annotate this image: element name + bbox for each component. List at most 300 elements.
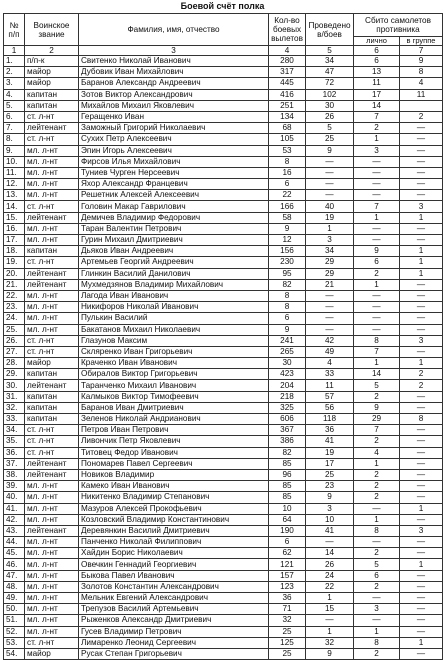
row-downed-personal: 9 [354, 402, 400, 413]
table-row [4, 111, 443, 122]
row-name: Русак Степан Григорьевич [79, 648, 269, 659]
row-downed-personal: 11 [354, 78, 400, 89]
row-downed-group: — [400, 346, 443, 357]
table-row [4, 414, 443, 425]
table-row [4, 223, 443, 234]
table-row [4, 637, 443, 648]
row-battles: 26 [306, 559, 354, 570]
row-battles: 1 [306, 223, 354, 234]
table-row [4, 302, 443, 313]
col-number: 6 [354, 46, 400, 56]
col-number: 7 [400, 46, 443, 56]
row-sorties: 218 [269, 391, 306, 402]
row-name: Быкова Павел Иванович [79, 570, 269, 581]
row-downed-group: — [400, 615, 443, 626]
table-row [4, 525, 443, 536]
row-name: Пулькин Василий [79, 313, 269, 324]
row-downed-personal: — [354, 235, 400, 246]
row-number: 22. [4, 290, 25, 301]
row-downed-group: — [400, 302, 443, 313]
row-sorties: 8 [269, 156, 306, 167]
row-downed-group: — [400, 626, 443, 637]
row-rank: ст. л-нт [25, 425, 79, 436]
row-downed-group: 3 [400, 201, 443, 212]
row-rank: мл. л-нт [25, 503, 79, 514]
table-row [4, 626, 443, 637]
row-sorties: 241 [269, 335, 306, 346]
row-downed-group: 3 [400, 335, 443, 346]
row-sorties: 16 [269, 167, 306, 178]
table-row [4, 458, 443, 469]
row-battles: 32 [306, 637, 354, 648]
row-battles: — [306, 190, 354, 201]
row-name: Заможный Григорий Николаевич [79, 123, 269, 134]
row-downed-personal: 6 [354, 56, 400, 67]
row-sorties: 82 [269, 279, 306, 290]
col-number: 1 [4, 46, 25, 56]
row-downed-group: 11 [400, 89, 443, 100]
row-sorties: 25 [269, 648, 306, 659]
col-number: 2 [25, 46, 79, 56]
row-downed-personal: 2 [354, 548, 400, 559]
row-sorties: 230 [269, 257, 306, 268]
row-name: Козловский Владимир Константинович [79, 514, 269, 525]
row-battles: 19 [306, 212, 354, 223]
row-downed-group: 1 [400, 212, 443, 223]
row-rank: лейтенант [25, 380, 79, 391]
row-downed-group: 2 [400, 111, 443, 122]
row-downed-group: 8 [400, 414, 443, 425]
table-row [4, 335, 443, 346]
table-row [4, 358, 443, 369]
row-battles: 42 [306, 335, 354, 346]
row-downed-group: — [400, 167, 443, 178]
row-battles: 26 [306, 111, 354, 122]
table-row [4, 537, 443, 548]
row-name: Зотов Виктор Александрович [79, 89, 269, 100]
row-name: Деревянкин Василий Дмитриевич [79, 525, 269, 536]
row-battles: 17 [306, 458, 354, 469]
row-downed-group: — [400, 447, 443, 458]
row-number: 42. [4, 514, 25, 525]
row-rank: капитан [25, 414, 79, 425]
row-rank: мл. л-нт [25, 615, 79, 626]
row-sorties: 325 [269, 402, 306, 413]
row-rank: капитан [25, 391, 79, 402]
row-battles: 3 [306, 503, 354, 514]
row-battles: — [306, 537, 354, 548]
row-sorties: 367 [269, 425, 306, 436]
row-rank: мл. л-нт [25, 190, 79, 201]
table-row [4, 290, 443, 301]
row-sorties: 9 [269, 223, 306, 234]
row-sorties: 30 [269, 358, 306, 369]
row-battles: 3 [306, 235, 354, 246]
row-sorties: 134 [269, 111, 306, 122]
row-downed-personal: — [354, 302, 400, 313]
row-battles: 10 [306, 514, 354, 525]
row-battles: 1 [306, 593, 354, 604]
row-downed-personal: — [354, 593, 400, 604]
row-downed-personal: 2 [354, 481, 400, 492]
row-battles: 36 [306, 425, 354, 436]
row-downed-group: — [400, 402, 443, 413]
row-battles: 34 [306, 246, 354, 257]
row-number: 45. [4, 548, 25, 559]
row-rank: ст. л-нт [25, 637, 79, 648]
row-sorties: 6 [269, 179, 306, 190]
row-sorties: 251 [269, 100, 306, 111]
table-row [4, 346, 443, 357]
row-downed-personal: 8 [354, 335, 400, 346]
row-downed-group: — [400, 436, 443, 447]
row-number: 7. [4, 123, 25, 134]
row-sorties: 64 [269, 514, 306, 525]
row-sorties: 105 [269, 134, 306, 145]
row-name: Свитенко Николай Иванович [79, 56, 269, 67]
row-name: Никитенко Владимир Степанович [79, 492, 269, 503]
row-rank: капитан [25, 100, 79, 111]
row-battles: 29 [306, 268, 354, 279]
row-battles: 47 [306, 67, 354, 78]
table-row [4, 469, 443, 480]
row-number: 51. [4, 615, 25, 626]
row-rank: лейтенант [25, 525, 79, 536]
table-row [4, 615, 443, 626]
row-battles: 15 [306, 604, 354, 615]
row-battles: 57 [306, 391, 354, 402]
row-rank: мл. л-нт [25, 514, 79, 525]
row-battles: 30 [306, 100, 354, 111]
row-rank: мл. л-нт [25, 156, 79, 167]
row-rank: лейтенант [25, 212, 79, 223]
table-row [4, 604, 443, 615]
row-rank: ст. л-нт [25, 257, 79, 268]
table-row [4, 78, 443, 89]
row-rank: майор [25, 648, 79, 659]
row-downed-group: — [400, 481, 443, 492]
row-number: 23. [4, 302, 25, 313]
row-downed-personal: 2 [354, 581, 400, 592]
row-downed-group: 2 [400, 369, 443, 380]
row-downed-personal: — [354, 290, 400, 301]
row-number: 16. [4, 223, 25, 234]
row-downed-personal: 4 [354, 447, 400, 458]
row-number: 4. [4, 89, 25, 100]
row-battles: 11 [306, 380, 354, 391]
row-name: Решетник Алексей Алексеевич [79, 190, 269, 201]
row-sorties: 22 [269, 190, 306, 201]
row-downed-group: — [400, 123, 443, 134]
header-rank: Воинское звание [25, 14, 79, 46]
header-downed: Сбито самолетов противника [354, 14, 443, 37]
row-sorties: 25 [269, 626, 306, 637]
table-row [4, 67, 443, 78]
row-name: Новиков Владимир [79, 469, 269, 480]
row-sorties: 606 [269, 414, 306, 425]
row-rank: мл. л-нт [25, 537, 79, 548]
row-downed-group: — [400, 581, 443, 592]
row-name: Сухих Петр Алексеевич [79, 134, 269, 145]
row-rank: ст. л-нт [25, 134, 79, 145]
row-downed-personal: 7 [354, 111, 400, 122]
row-sorties: 6 [269, 537, 306, 548]
row-downed-group: 4 [400, 78, 443, 89]
row-rank: мл. л-нт [25, 313, 79, 324]
row-name: Петров Иван Петрович [79, 425, 269, 436]
row-downed-group: 1 [400, 257, 443, 268]
row-name: Дьяков Иван Андреевич [79, 246, 269, 257]
row-battles: 24 [306, 570, 354, 581]
row-name: Скляренко Иван Григорьевич [79, 346, 269, 357]
row-downed-personal: 7 [354, 346, 400, 357]
row-battles: 5 [306, 123, 354, 134]
row-sorties: 6 [269, 313, 306, 324]
row-number: 28. [4, 358, 25, 369]
row-battles: 29 [306, 257, 354, 268]
row-name: Краченко Иван Иванович [79, 358, 269, 369]
row-downed-group: — [400, 469, 443, 480]
row-sorties: 9 [269, 324, 306, 335]
table-row [4, 593, 443, 604]
row-number: 50. [4, 604, 25, 615]
row-rank: мл. л-нт [25, 223, 79, 234]
row-downed-group: 1 [400, 358, 443, 369]
row-downed-personal: 1 [354, 514, 400, 525]
row-sorties: 156 [269, 246, 306, 257]
row-rank: мл. л-нт [25, 626, 79, 637]
row-sorties: 8 [269, 290, 306, 301]
table-row [4, 481, 443, 492]
table-row [4, 648, 443, 659]
row-sorties: 36 [269, 593, 306, 604]
row-name: Камеко Иван Иванович [79, 481, 269, 492]
row-number: 8. [4, 134, 25, 145]
row-number: 13. [4, 190, 25, 201]
row-downed-group: 1 [400, 268, 443, 279]
row-downed-group: — [400, 537, 443, 548]
header-num: № п/п [4, 14, 25, 46]
row-downed-group: — [400, 324, 443, 335]
row-downed-group: — [400, 179, 443, 190]
row-rank: мл. л-нт [25, 604, 79, 615]
row-downed-personal: 1 [354, 358, 400, 369]
row-number: 3. [4, 78, 25, 89]
row-name: Золотов Константин Александрович [79, 581, 269, 592]
row-number: 35. [4, 436, 25, 447]
row-battles: 14 [306, 548, 354, 559]
row-name: Баранов Иван Дмитриевич [79, 402, 269, 413]
row-number: 41. [4, 503, 25, 514]
row-downed-personal: 14 [354, 369, 400, 380]
row-downed-personal: 14 [354, 100, 400, 111]
row-rank: лейтенант [25, 123, 79, 134]
row-rank: майор [25, 78, 79, 89]
table-row [4, 402, 443, 413]
row-downed-personal: 1 [354, 134, 400, 145]
row-number: 47. [4, 570, 25, 581]
row-rank: ст. л-нт [25, 201, 79, 212]
row-downed-group: — [400, 593, 443, 604]
row-rank: мл. л-нт [25, 324, 79, 335]
row-name: Головин Макар Гаврилович [79, 201, 269, 212]
row-sorties: 12 [269, 235, 306, 246]
row-downed-group: — [400, 391, 443, 402]
row-number: 34. [4, 425, 25, 436]
table-header [4, 14, 443, 56]
row-name: Артемьев Георгий Андреевич [79, 257, 269, 268]
row-battles: 56 [306, 402, 354, 413]
row-battles: — [306, 302, 354, 313]
row-name: Мазуров Алексей Прокофьевич [79, 503, 269, 514]
row-sorties: 423 [269, 369, 306, 380]
row-name: Михайлов Михаил Яковлевич [79, 100, 269, 111]
row-rank: ст. л-нт [25, 111, 79, 122]
row-sorties: 95 [269, 268, 306, 279]
row-name: Пономарев Павел Сергеевич [79, 458, 269, 469]
row-downed-personal: 29 [354, 414, 400, 425]
row-battles: — [306, 615, 354, 626]
row-sorties: 53 [269, 145, 306, 156]
regiment-score-table [3, 13, 443, 660]
row-battles: 1 [306, 626, 354, 637]
row-name: Фирсов Илья Михайлович [79, 156, 269, 167]
row-rank: мл. л-нт [25, 581, 79, 592]
table-row [4, 212, 443, 223]
row-downed-personal: 17 [354, 89, 400, 100]
row-number: 36. [4, 447, 25, 458]
header-sorties: Кол-во боевых вылетов [269, 14, 306, 46]
table-row [4, 324, 443, 335]
row-downed-group: — [400, 145, 443, 156]
row-battles: 19 [306, 447, 354, 458]
row-downed-personal: 8 [354, 525, 400, 536]
table-row [4, 190, 443, 201]
row-number: 54. [4, 648, 25, 659]
row-number: 25. [4, 324, 25, 335]
table-row [4, 503, 443, 514]
row-number: 1. [4, 56, 25, 67]
row-sorties: 85 [269, 458, 306, 469]
row-number: 15. [4, 212, 25, 223]
col-number: 4 [269, 46, 306, 56]
table-body [4, 56, 443, 660]
row-rank: п/п-к [25, 56, 79, 67]
row-sorties: 265 [269, 346, 306, 357]
table-row [4, 369, 443, 380]
row-downed-personal: 5 [354, 559, 400, 570]
row-downed-personal: 2 [354, 268, 400, 279]
row-name: Глинкин Василий Данилович [79, 268, 269, 279]
row-downed-group: — [400, 190, 443, 201]
row-name: Обиралов Виктор Григорьевич [79, 369, 269, 380]
row-battles: 41 [306, 525, 354, 536]
row-rank: мл. л-нт [25, 145, 79, 156]
row-battles: — [306, 167, 354, 178]
row-name: Эпин Игорь Алексеевич [79, 145, 269, 156]
row-downed-personal: — [354, 313, 400, 324]
table-row [4, 201, 443, 212]
table-row [4, 123, 443, 134]
row-number: 53. [4, 637, 25, 648]
row-downed-group: — [400, 134, 443, 145]
row-downed-personal: 3 [354, 145, 400, 156]
row-battles: 9 [306, 492, 354, 503]
row-name: Гурин Михаил Дмитриевич [79, 235, 269, 246]
row-battles: 49 [306, 346, 354, 357]
row-rank: мл. л-нт [25, 302, 79, 313]
row-name: Трепузов Василий Артемьевич [79, 604, 269, 615]
row-rank: майор [25, 67, 79, 78]
row-name: Панченко Николай Филиппович [79, 537, 269, 548]
row-downed-personal: — [354, 156, 400, 167]
row-downed-group: 1 [400, 246, 443, 257]
row-rank: капитан [25, 89, 79, 100]
table-row [4, 514, 443, 525]
row-downed-personal: 1 [354, 626, 400, 637]
row-name: Яхор Александр Францевич [79, 179, 269, 190]
col-number: 5 [306, 46, 354, 56]
row-sorties: 71 [269, 604, 306, 615]
row-downed-personal: 7 [354, 425, 400, 436]
row-name: Никифоров Николай Иванович [79, 302, 269, 313]
row-downed-personal: — [354, 179, 400, 190]
row-downed-group: — [400, 156, 443, 167]
row-downed-group: — [400, 492, 443, 503]
row-battles: 72 [306, 78, 354, 89]
row-number: 46. [4, 559, 25, 570]
row-downed-personal: — [354, 223, 400, 234]
row-downed-group: — [400, 514, 443, 525]
row-downed-group: 1 [400, 559, 443, 570]
row-downed-personal: 13 [354, 67, 400, 78]
row-rank: ст. л-нт [25, 346, 79, 357]
row-number: 14. [4, 201, 25, 212]
row-sorties: 190 [269, 525, 306, 536]
row-sorties: 32 [269, 615, 306, 626]
page-title: Боевой счёт полка [180, 1, 265, 11]
row-downed-personal: 6 [354, 570, 400, 581]
row-name: Дубовик Иван Михайлович [79, 67, 269, 78]
row-number: 18. [4, 246, 25, 257]
table-row [4, 145, 443, 156]
table-row [4, 257, 443, 268]
row-downed-personal: 2 [354, 648, 400, 659]
row-battles: — [306, 156, 354, 167]
row-downed-group: — [400, 604, 443, 615]
row-sorties: 204 [269, 380, 306, 391]
row-name: Зеленов Николай Андрианович [79, 414, 269, 425]
row-downed-group: 8 [400, 67, 443, 78]
row-downed-personal: 5 [354, 380, 400, 391]
row-number: 26. [4, 335, 25, 346]
row-battles: 102 [306, 89, 354, 100]
row-rank: мл. л-нт [25, 167, 79, 178]
row-downed-personal: — [354, 615, 400, 626]
row-name: Глазунов Максим [79, 335, 269, 346]
table-row [4, 156, 443, 167]
row-downed-personal: 8 [354, 637, 400, 648]
row-battles: 34 [306, 56, 354, 67]
row-number: 10. [4, 156, 25, 167]
row-rank: капитан [25, 369, 79, 380]
row-rank: лейтенант [25, 469, 79, 480]
row-downed-group: 2 [400, 380, 443, 391]
row-downed-group: 1 [400, 637, 443, 648]
row-downed-personal: 1 [354, 279, 400, 290]
row-sorties: 68 [269, 123, 306, 134]
row-number: 52. [4, 626, 25, 637]
